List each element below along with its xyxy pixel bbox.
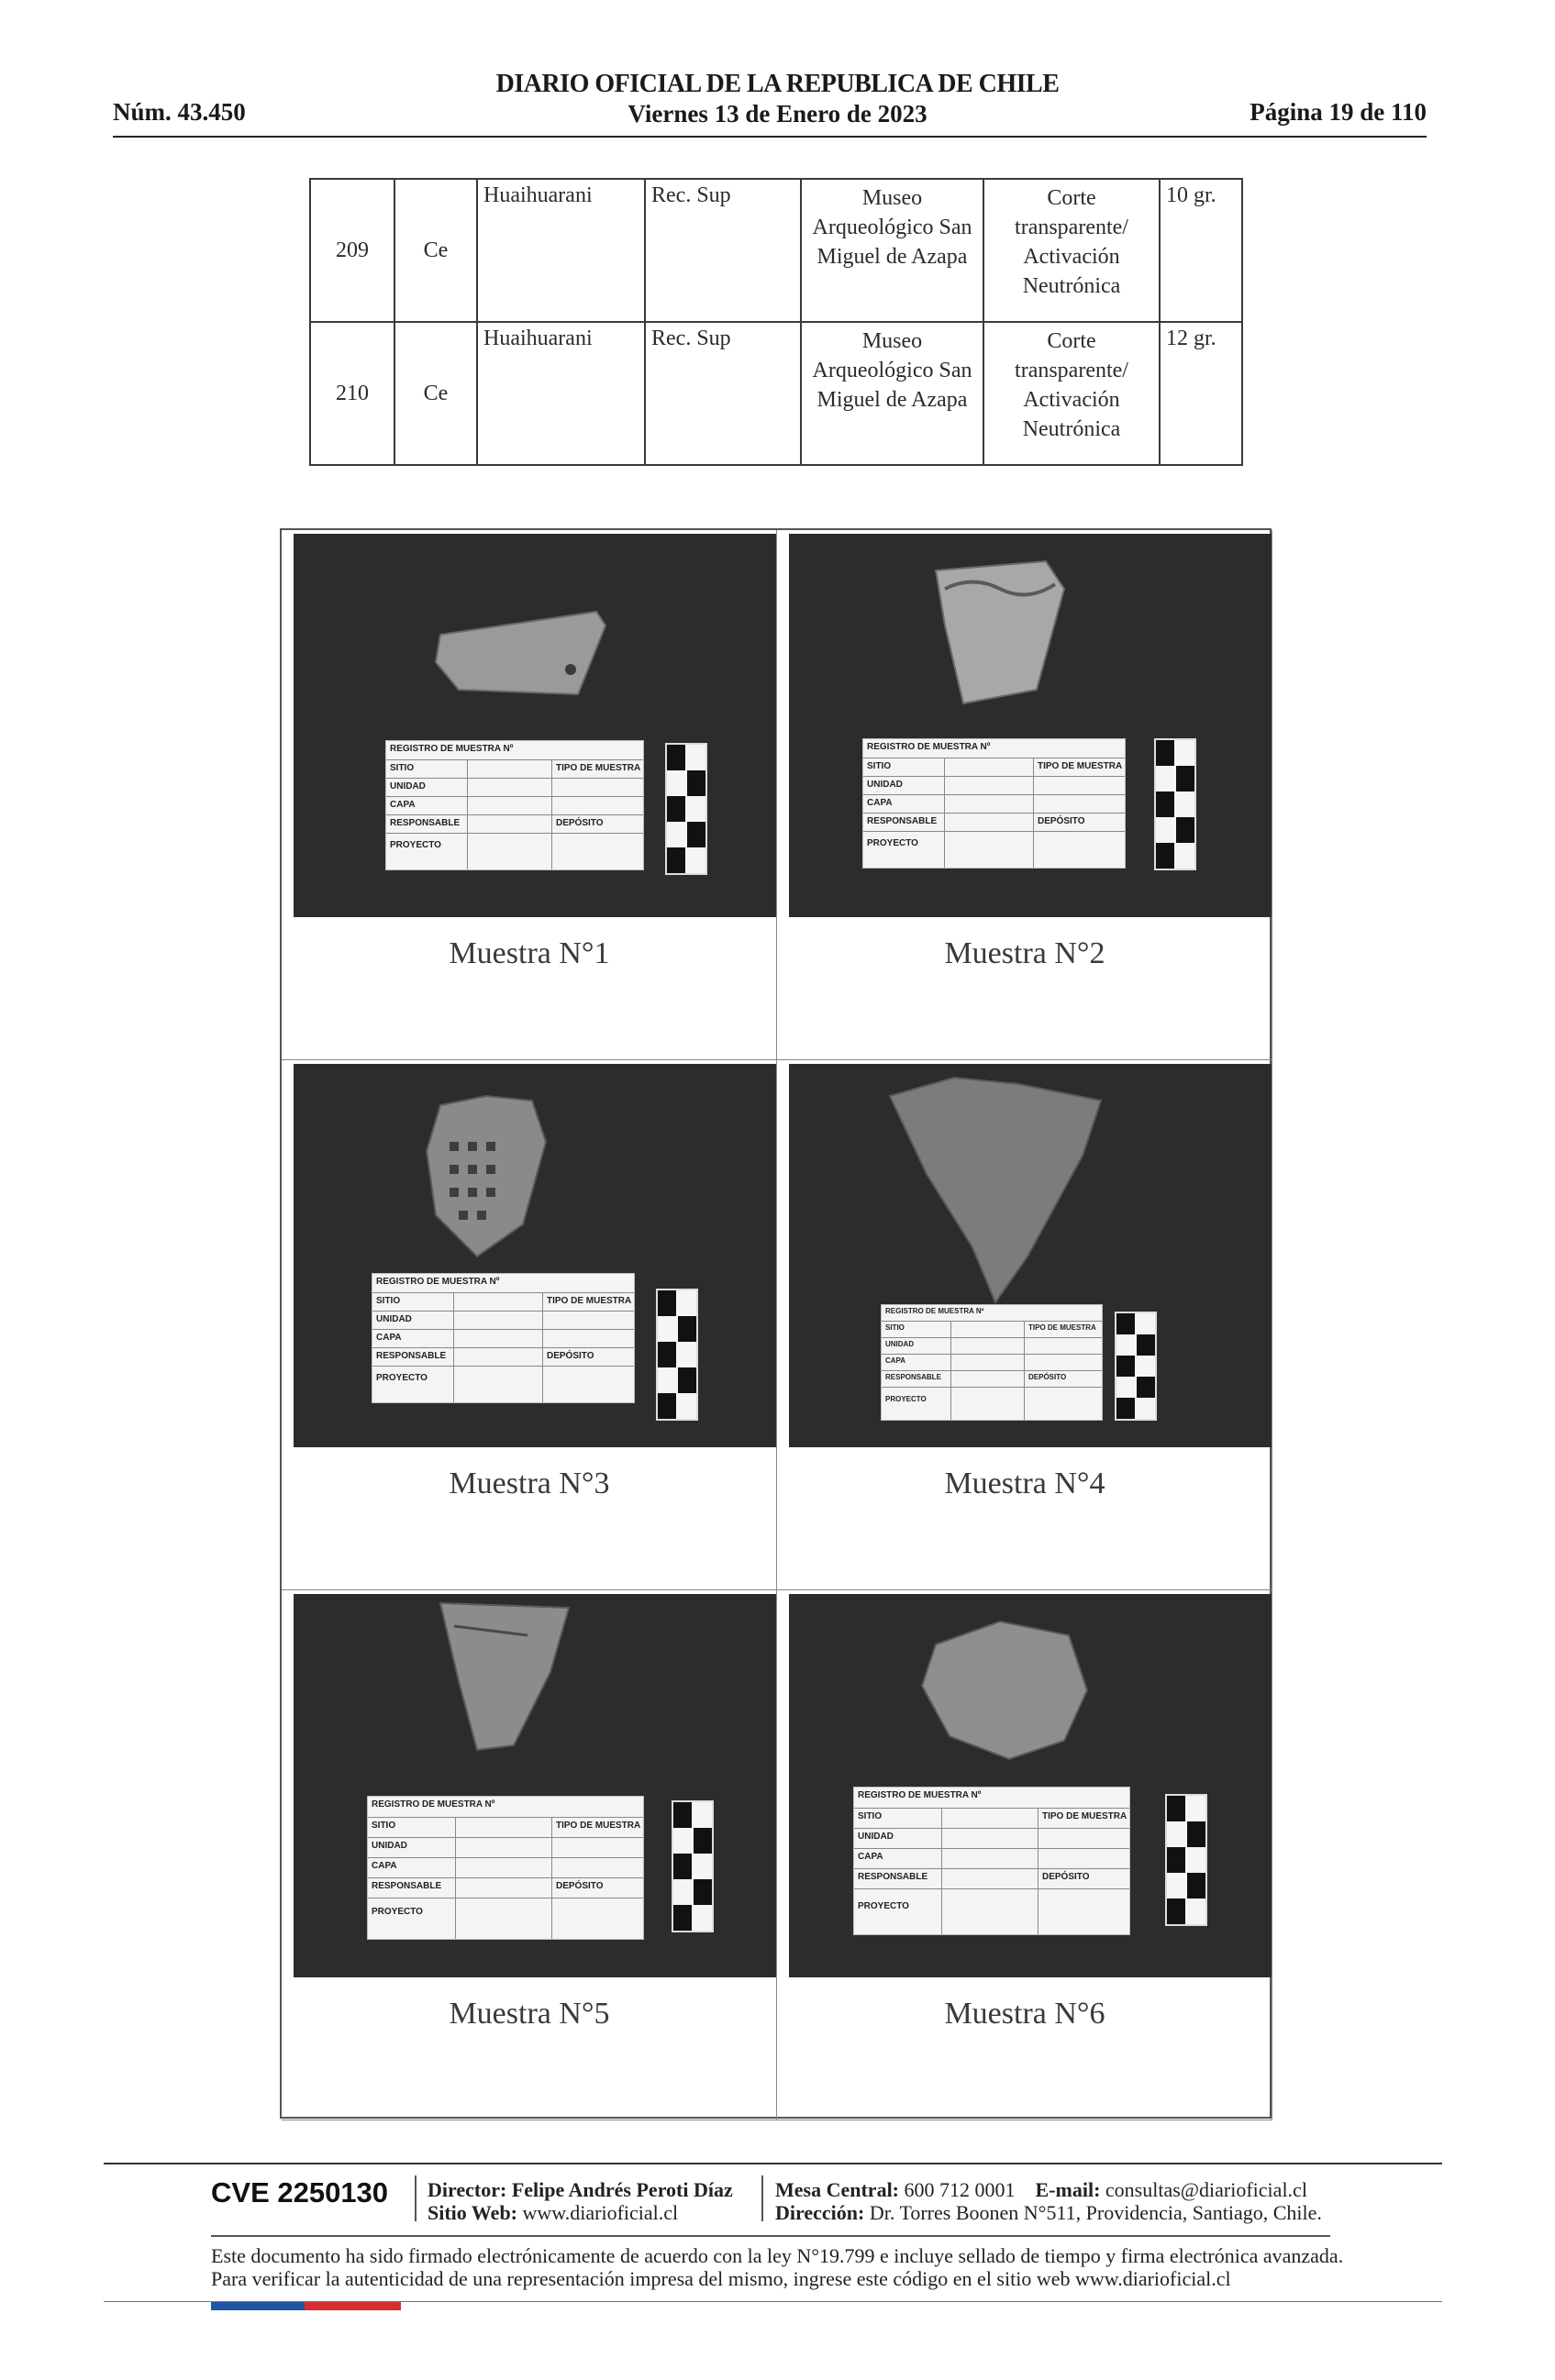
footer-separator — [761, 2175, 763, 2221]
sample-panel-2 — [777, 530, 1272, 1060]
sample-label-card: REGISTRO DE MUESTRA Nº SITIO TIPO DE MUESTRA UNIDAD CAPA RESPONSABLE DEPÓSITO PROYECTO — [372, 1273, 635, 1403]
flag-stripe-red — [305, 2302, 401, 2310]
row-weight: 12 gr. — [1160, 322, 1242, 465]
sample-photo-grid — [280, 528, 1272, 2119]
row-analysis: Corte transparente/ Activación Neutrónica — [983, 322, 1160, 465]
address: Dr. Torres Boonen N°511, Providencia, Santiago, Chile. — [869, 2201, 1322, 2224]
scale-bar — [1165, 1794, 1207, 1926]
website-link[interactable]: www.diarioficial.cl — [522, 2201, 679, 2224]
sample-label-card: REGISTRO DE MUESTRA Nº SITIO TIPO DE MUESTRA UNIDAD CAPA RESPONSABLE DEPÓSITO PROYECTO — [881, 1304, 1103, 1421]
footer-divider — [211, 2235, 1330, 2237]
sample-photo-6 — [789, 1594, 1272, 1977]
sample-panel-4 — [777, 1060, 1272, 1590]
email-link[interactable]: consultas@diarioficial.cl — [1105, 2178, 1307, 2201]
phone-number: 600 712 0001 — [904, 2178, 1016, 2201]
sample-caption: Muestra N°4 — [944, 1467, 1105, 1500]
sample-photo-4 — [789, 1064, 1272, 1447]
row-museum: Museo Arqueológico San Miguel de Azapa — [801, 179, 983, 322]
sample-panel-1 — [282, 530, 777, 1060]
header-divider — [113, 136, 1427, 138]
row-number: 209 — [310, 179, 394, 322]
issue-number: Núm. 43.450 — [113, 98, 246, 126]
legal-notice: Este documento ha sido firmado electrónicamente de acuerdo con la ley N°19.799 e incluye sellado de tiempo y firma electrónica avanzada. Para verificar la autenticidad de una representación impresa del mismo, ingrese este código en el sitio web www.diarioficial.cl — [211, 2244, 1344, 2290]
row-collection-type: Rec. Sup — [645, 322, 801, 465]
scale-bar — [1154, 738, 1196, 870]
row-weight: 10 gr. — [1160, 179, 1242, 322]
page-number: Página 19 de 110 — [1250, 98, 1427, 126]
publication-title: DIARIO OFICIAL DE LA REPUBLICA DE CHILE — [495, 70, 1060, 98]
cve-code: CVE 2250130 — [211, 2176, 389, 2208]
sample-label-card: REGISTRO DE MUESTRA Nº SITIO TIPO DE MUESTRA UNIDAD CAPA RESPONSABLE DEPÓSITO PROYECTO — [385, 740, 644, 870]
sample-photo-1 — [294, 534, 776, 917]
sample-photo-5 — [294, 1594, 776, 1977]
ceramic-shard-image — [436, 1599, 573, 1755]
director-name: Felipe Andrés Peroti Díaz — [511, 2178, 733, 2201]
table-row — [310, 322, 1242, 465]
scale-bar — [665, 743, 707, 875]
sample-caption: Muestra N°5 — [449, 1997, 610, 2031]
sample-caption: Muestra N°1 — [449, 936, 610, 970]
ceramic-shard-image — [927, 552, 1073, 708]
row-museum: Museo Arqueológico San Miguel de Azapa — [801, 322, 983, 465]
row-site: Huaihuarani — [477, 179, 645, 322]
ceramic-shard-image — [917, 1617, 1092, 1764]
sample-panel-5 — [282, 1590, 777, 2120]
contact-info: Mesa Central: 600 712 0001 E-mail: consultas@diarioficial.cl Dirección: Dr. Torres Boonen N°511, Providencia, Santiago, Chile. — [775, 2178, 1322, 2224]
row-code: Ce — [394, 322, 477, 465]
ceramic-shard-image — [422, 1087, 550, 1261]
footer-divider — [104, 2163, 1442, 2164]
sample-registry-table — [309, 178, 1243, 466]
publication-date: Viernes 13 de Enero de 2023 — [628, 100, 927, 127]
director-info: Director: Felipe Andrés Peroti Díaz Sitio Web: www.diarioficial.cl — [428, 2178, 733, 2224]
sample-label-card: REGISTRO DE MUESTRA Nº SITIO TIPO DE MUESTRA UNIDAD CAPA RESPONSABLE DEPÓSITO PROYECTO — [862, 738, 1126, 869]
sample-caption: Muestra N°3 — [449, 1467, 610, 1500]
sample-photo-3 — [294, 1064, 776, 1447]
sample-caption: Muestra N°6 — [944, 1997, 1105, 2031]
ceramic-shard-image — [431, 607, 615, 708]
sample-photo-2 — [789, 534, 1272, 917]
row-number: 210 — [310, 322, 394, 465]
scale-bar — [672, 1800, 714, 1932]
row-collection-type: Rec. Sup — [645, 179, 801, 322]
sample-label-card: REGISTRO DE MUESTRA Nº SITIO TIPO DE MUESTRA UNIDAD CAPA RESPONSABLE DEPÓSITO PROYECTO — [367, 1796, 644, 1940]
row-site: Huaihuarani — [477, 322, 645, 465]
footer-separator — [415, 2175, 417, 2221]
sample-caption: Muestra N°2 — [944, 936, 1105, 970]
sample-label-card: REGISTRO DE MUESTRA Nº SITIO TIPO DE MUESTRA UNIDAD CAPA RESPONSABLE DEPÓSITO PROYECTO — [853, 1787, 1130, 1935]
ceramic-shard-image — [881, 1073, 1119, 1312]
scale-bar — [656, 1289, 698, 1421]
flag-stripe-blue — [211, 2302, 305, 2310]
row-analysis: Corte transparente/ Activación Neutrónica — [983, 179, 1160, 322]
sample-panel-3 — [282, 1060, 777, 1590]
scale-bar — [1115, 1312, 1157, 1421]
sample-panel-6 — [777, 1590, 1272, 2120]
table-row — [310, 179, 1242, 322]
row-code: Ce — [394, 179, 477, 322]
